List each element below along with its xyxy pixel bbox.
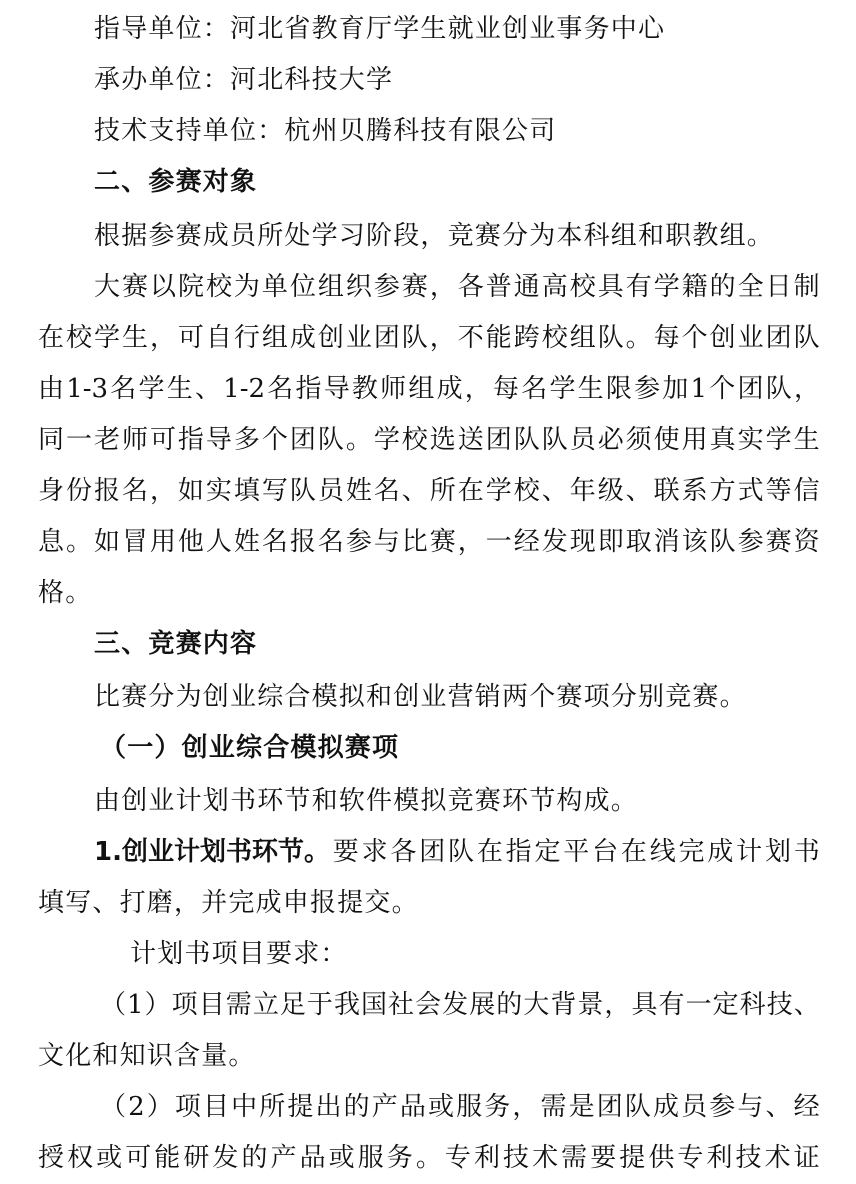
paragraph-line: 同 一 老 师 可 指 导 多 个 团 队 。 学 校 选 送 团 队 队 员 必 须 使 用 真 实 学 生 — [38, 425, 820, 455]
subsection-heading-simulation: （一）创业综合模拟赛项 — [100, 733, 400, 763]
guide-unit-line: 指导单位：河北省教育厅学生就业创业事务中心 — [94, 14, 666, 44]
paragraph-groups: 根据参赛成员所处学习阶段，竞赛分为本科组和职教组。 — [94, 221, 775, 251]
requirement-1: （ 1 ） 项 目 需 立 足 于 我 国 社 会 发 展 的 大 背 景 ， 具 有 一 定 科 技 、 — [100, 990, 820, 1020]
paragraph-line: 身 份 报 名 ， 如 实 填 写 队 员 姓 名 、 所 在 学 校 、 年 级 、 联 系 方 式 等 信 — [38, 476, 820, 506]
paragraph-line: 在 校 学 生 ， 可 自 行 组 成 创 业 团 队 ， 不 能 跨 校 组 队 。 每 个 创 业 团 队 — [38, 323, 820, 353]
requirement-2: （ 2 ） 项 目 中 所 提 出 的 产 品 或 服 务 ， 需 是 团 队 成 员 参 与 、 经 — [100, 1092, 820, 1122]
tech-support-line: 技术支持单位：杭州贝腾科技有限公司 — [94, 116, 557, 146]
paragraph-composition: 由创业计划书环节和软件模拟竞赛环节构成。 — [94, 786, 639, 816]
requirements-title: 计划书项目要求： — [130, 939, 348, 969]
paragraph-line: 大 赛 以 院 校 为 单 位 组 织 参 赛 ， 各 普 通 高 校 具 有 学 籍 的 全 日 制 — [94, 272, 820, 302]
section-heading-participants: 二、参赛对象 — [94, 167, 258, 197]
requirement-1-cont: 文化和知识含量。 — [38, 1041, 256, 1071]
host-unit-line: 承办单位：河北科技大学 — [94, 65, 394, 95]
item-business-plan-title: 1.创业计划书环节。 — [94, 837, 330, 867]
item-business-plan: 1.创业计划书环节。 要 求 各 团 队 在 指 定 平 台 在 线 完 成 计 划 书 — [94, 837, 820, 867]
paragraph-line: 由 1-3 名 学 生 、 1-2 名 指 导 教 师 组 成 ， 每 名 学 生 限 参 加 1 个 团 队 ， — [38, 374, 820, 404]
paragraph-line: 填写、打磨，并完成申报提交。 — [38, 888, 419, 918]
section-heading-content: 三、竞赛内容 — [94, 629, 258, 659]
paragraph-line: 息 。 如 冒 用 他 人 姓 名 报 名 参 与 比 赛 ， 一 经 发 现 即 取 消 该 队 参 赛 资 — [38, 527, 820, 557]
paragraph-two-events: 比赛分为创业综合模拟和创业营销两个赛项分别竞赛。 — [94, 682, 747, 712]
paragraph-line: 格。 — [38, 578, 93, 608]
requirement-2-cont: 授 权 或 可 能 研 发 的 产 品 或 服 务 。 专 利 技 术 需 要 提 供 专 利 技 术 证 — [38, 1143, 820, 1173]
